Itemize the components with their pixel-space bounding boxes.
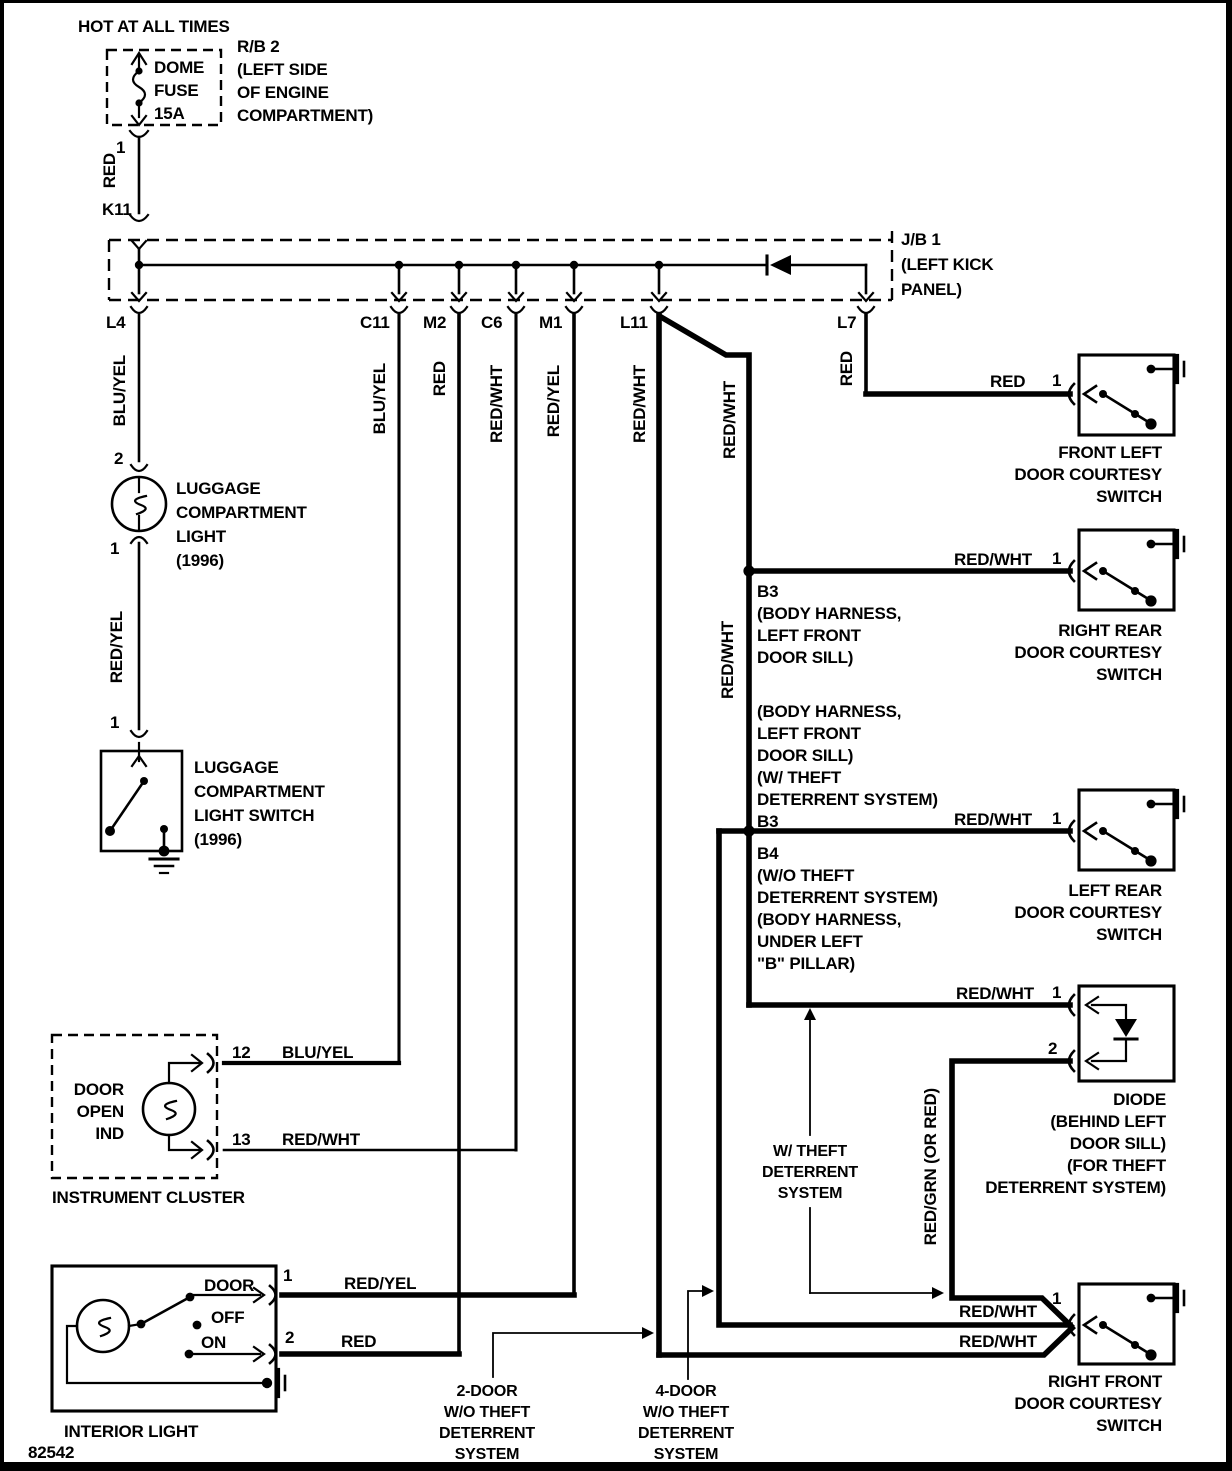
wire-label-redwht-c6: RED/WHT xyxy=(487,365,506,443)
wire-label-redwht-l11: RED/WHT xyxy=(630,365,649,443)
diode-pin-1: 1 xyxy=(1052,983,1062,1002)
left-rear-pin-1: 1 xyxy=(1052,809,1062,828)
dome-fuse-label: DOME FUSE 15A xyxy=(154,58,205,123)
wire-label-redyel-luggage: RED/YEL xyxy=(107,611,126,684)
wire-label-bluyel-cluster: BLU/YEL xyxy=(282,1043,354,1062)
jb1-label: J/B 1 (LEFT KICK PANEL) xyxy=(901,230,994,299)
wire-label-redwht-diode: RED/WHT xyxy=(956,984,1034,1003)
right-rear-pin-1: 1 xyxy=(1052,549,1062,568)
interior-switch-door-label: DOOR xyxy=(204,1276,255,1295)
diode-pin-2: 2 xyxy=(1048,1039,1058,1058)
left-rear-switch-label: LEFT REAR DOOR COURTESY SWITCH xyxy=(1014,881,1162,944)
wire-label-red-front-left: RED xyxy=(990,372,1026,391)
connector-c11-label: C11 xyxy=(360,313,390,332)
connector-c6-label: C6 xyxy=(481,313,503,332)
right-rear-door-switch-symbol xyxy=(1069,530,1184,610)
front-left-switch-label: FRONT LEFT DOOR COURTESY SWITCH xyxy=(1014,443,1162,506)
luggage-switch-pin-1: 1 xyxy=(110,713,120,732)
junction-block-bus xyxy=(109,231,892,300)
luggage-light-label: LUGGAGE COMPARTMENT LIGHT (1996) xyxy=(176,479,307,570)
luggage-switch-label: LUGGAGE COMPARTMENT LIGHT SWITCH (1996) xyxy=(194,758,325,849)
wire-label-redwht-rf-lower: RED/WHT xyxy=(959,1332,1037,1351)
wire-label-red-l7: RED xyxy=(837,351,856,387)
connector-m1-label: M1 xyxy=(539,313,563,332)
connector-l4-label: L4 xyxy=(106,313,126,332)
interior-switch-on-label: ON xyxy=(201,1333,227,1352)
wire-label-redwht-rf-upper: RED/WHT xyxy=(959,1302,1037,1321)
right-front-pin-1: 1 xyxy=(1052,1289,1062,1308)
callout-4-door: 4-DOOR W/O THEFT DETERRENT SYSTEM xyxy=(638,1383,734,1463)
door-open-ind-label: DOOR OPEN IND xyxy=(73,1080,124,1143)
wire-label-red-m2: RED xyxy=(430,361,449,397)
wire-label-redwht-mid: RED/WHT xyxy=(718,621,737,699)
right-front-switch-label: RIGHT FRONT DOOR COURTESY SWITCH xyxy=(1014,1372,1162,1435)
interior-switch-off-label: OFF xyxy=(211,1308,245,1327)
right-rear-switch-label: RIGHT REAR DOOR COURTESY SWITCH xyxy=(1014,621,1162,684)
wire-label-bluyel-l4: BLU/YEL xyxy=(110,355,129,427)
luggage-switch-symbol xyxy=(101,751,182,873)
wire-label-redwht-branch: RED/WHT xyxy=(720,381,739,459)
b4-note: B4 (W/O THEFT DETERRENT SYSTEM) (BODY HARNESS, UNDER LEFT "B" PILLAR) xyxy=(757,844,938,973)
b3-upper-note: B3 (BODY HARNESS, LEFT FRONT DOOR SILL) xyxy=(757,582,902,667)
bus-exit-connectors xyxy=(131,293,874,313)
sheet-number: 82542 xyxy=(28,1443,75,1462)
wire-label-redyel-m1: RED/YEL xyxy=(544,365,563,438)
callout-with-theft: W/ THEFT DETERRENT SYSTEM xyxy=(762,1143,858,1202)
b3-lower-note: (BODY HARNESS, LEFT FRONT DOOR SILL) (W/ THEFT DETERRENT SYSTEM) B3 xyxy=(757,702,938,831)
wire-label-redgrn: RED/GRN (OR RED) xyxy=(921,1088,940,1246)
callout-2-door: 2-DOOR W/O THEFT DETERRENT SYSTEM xyxy=(439,1383,535,1463)
wire-label-red-interior: RED xyxy=(341,1332,377,1351)
pin-1-fuse: 1 xyxy=(116,138,126,157)
wire-label-redwht-right-rear: RED/WHT xyxy=(954,550,1032,569)
connector-l7-label: L7 xyxy=(837,313,857,332)
diode-label: DIODE (BEHIND LEFT DOOR SILL) (FOR THEFT DETERRENT SYSTEM) xyxy=(985,1090,1166,1197)
left-rear-door-switch-symbol xyxy=(1069,790,1184,870)
connector-k11-label: K11 xyxy=(102,200,132,219)
instrument-cluster-label: INSTRUMENT CLUSTER xyxy=(52,1188,245,1207)
interior-pin-2: 2 xyxy=(285,1328,295,1347)
k11-wire xyxy=(130,137,148,265)
right-front-door-switch-symbol xyxy=(1069,1284,1184,1364)
wire-label-bluyel-c11: BLU/YEL xyxy=(370,363,389,435)
diode-symbol xyxy=(1069,986,1174,1081)
interior-light-label: INTERIOR LIGHT xyxy=(64,1422,199,1441)
connector-l11-label: L11 xyxy=(620,313,648,332)
luggage-light-pin-1: 1 xyxy=(110,539,120,558)
connector-m2-label: M2 xyxy=(423,313,447,332)
luggage-light-pin-2: 2 xyxy=(114,449,124,468)
front-left-door-switch-symbol xyxy=(1069,355,1184,435)
rb2-location-label: R/B 2 (LEFT SIDE OF ENGINE COMPARTMENT) xyxy=(237,37,374,125)
wire-label-red-k11: RED xyxy=(100,153,119,189)
wire-label-redwht-left-rear: RED/WHT xyxy=(954,810,1032,829)
interior-pin-1: 1 xyxy=(283,1266,293,1285)
front-left-pin-1: 1 xyxy=(1052,371,1062,390)
wire-label-redwht-cluster: RED/WHT xyxy=(282,1130,360,1149)
wiring-diagram-graphics xyxy=(4,3,1232,1471)
cluster-pin-12: 12 xyxy=(232,1043,251,1062)
cluster-pin-13: 13 xyxy=(232,1130,251,1149)
hot-at-all-times-label: HOT AT ALL TIMES xyxy=(78,17,230,36)
wire-label-redyel-interior: RED/YEL xyxy=(344,1274,417,1293)
